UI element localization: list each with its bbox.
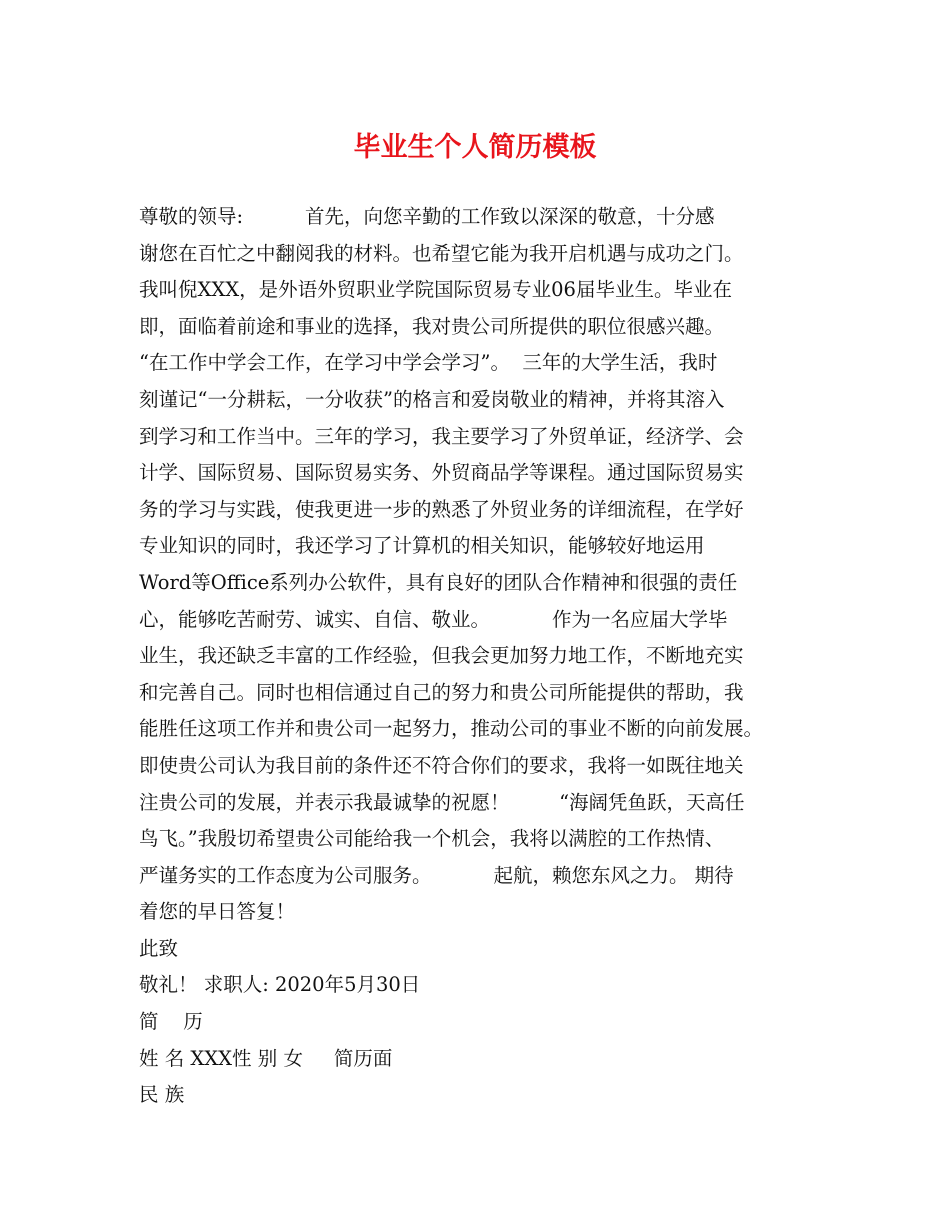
body-line: 计学、国际贸易、国际贸易实务、外贸商品学等课程。通过国际贸易实 [139, 461, 744, 485]
resume-field-line: 姓 名 XXX性 别 女 简历面 [139, 1046, 393, 1070]
body-line: 心，能够吃苦耐劳、诚实、自信、敬业。 作为一名应届大学毕 [139, 607, 728, 631]
resume-heading: 简 历 [139, 1010, 203, 1034]
body-line: 即，面临着前途和事业的选择，我对贵公司所提供的职位很感兴趣。 [139, 314, 725, 338]
body-line: 专业知识的同时，我还学习了计算机的相关知识，能够较好地运用 [139, 534, 705, 558]
document-title: 毕业生个人简历模板 [353, 132, 597, 163]
resume-field-line: 民 族 [139, 1083, 185, 1107]
document-body [139, 199, 829, 1114]
signature-line: 敬礼！ 求职人: 2020年5月30日 [139, 973, 421, 997]
body-line: Word等Office系列办公软件，具有良好的团队合作精神和很强的责任 [139, 570, 738, 594]
body-line: 鸟飞。”我殷切希望贵公司能给我一个机会，我将以满腔的工作热情、 [139, 827, 725, 851]
body-line: 尊敬的领导: 首先，向您辛勤的工作致以深深的敬意，十分感 [139, 205, 715, 228]
body-line: 务的学习与实践，使我更进一步的熟悉了外贸业务的详细流程，在学好 [139, 497, 744, 521]
body-line: 业生，我还缺乏丰富的工作经验，但我会更加努力地工作，不断地充实 [139, 644, 744, 668]
body-line: 着您的早日答复！ [139, 900, 296, 924]
closing-line: 此致 [139, 936, 179, 960]
body-line: 谢您在百忙之中翻阅我的材料。也希望它能为我开启机遇与成功之门。 [139, 241, 744, 265]
body-line: 和完善自己。同时也相信通过自己的努力和贵公司所能提供的帮助，我 [139, 680, 744, 704]
body-line: 我叫倪XXX，是外语外贸职业学院国际贸易专业06届毕业生。毕业在 [139, 278, 732, 302]
body-line: 严谨务实的工作态度为公司服务。 起航，赖您东风之力。 期待 [139, 863, 734, 887]
body-line: 能胜任这项工作并和贵公司一起努力，推动公司的事业不断的向前发展。 [139, 717, 764, 741]
body-line: 到学习和工作当中。三年的学习，我主要学习了外贸单证，经济学、会 [139, 424, 744, 448]
body-line: 刻谨记“一分耕耘，一分收获”的格言和爱岗敬业的精神，并将其溶入 [139, 387, 725, 411]
body-line: 即使贵公司认为我目前的条件还不符合你们的要求，我将一如既往地关 [139, 753, 744, 777]
body-line: “在工作中学会工作，在学习中学会学习”。 三年的大学生活，我时 [139, 351, 718, 375]
body-line: 注贵公司的发展，并表示我最诚挚的祝愿！ “海阔凭鱼跃，天高任 [139, 790, 745, 814]
